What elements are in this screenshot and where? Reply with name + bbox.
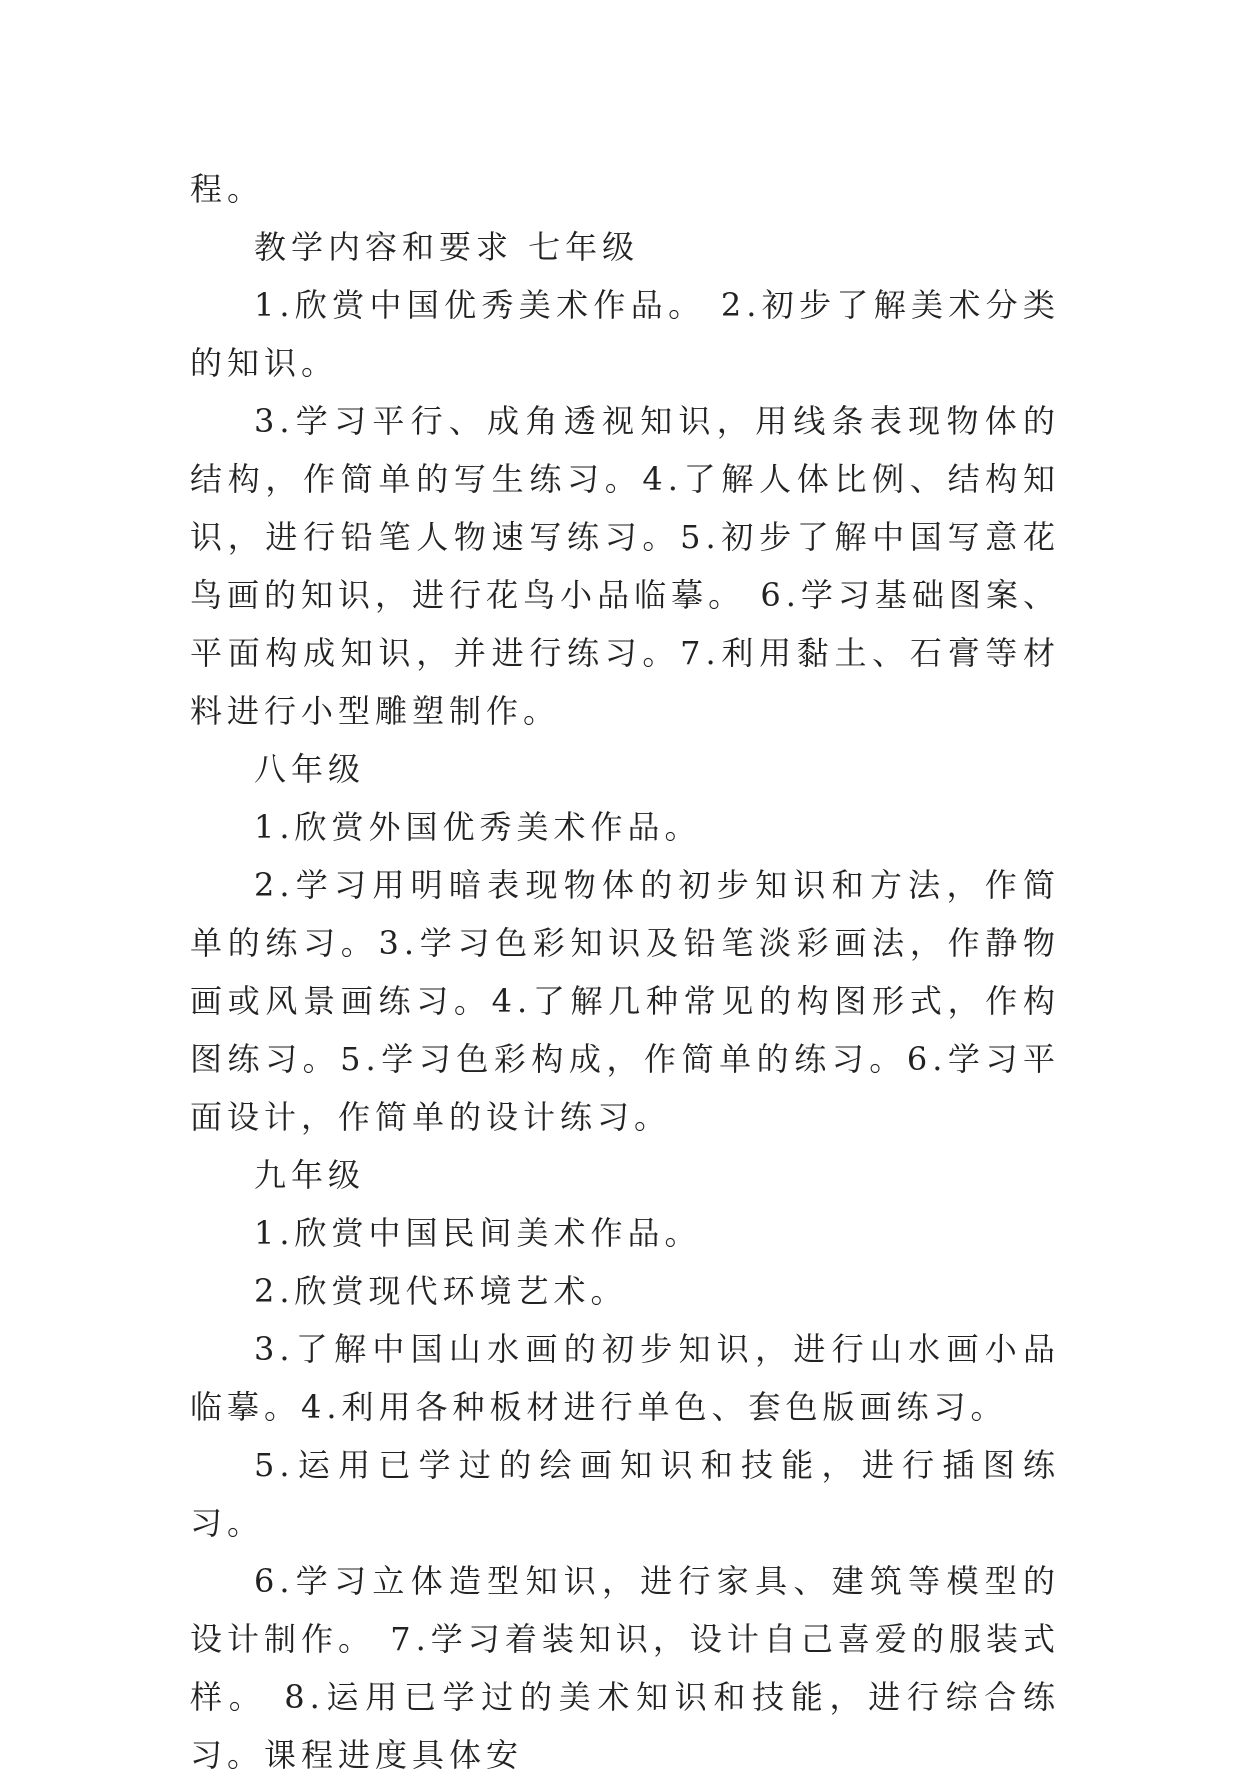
paragraph-heading-grade-8: 八年级 [254,750,366,788]
paragraph-heading-grade-7: 教学内容和要求 七年级 [254,228,640,266]
paragraph-continuation: 程。 [190,170,265,208]
paragraph-grade-7-items: 3.学习平行、成角透视知识，用线条表现物体的结构，作简单的写生练习。4.了解人体比例、结构知识，进行铅笔人物速写练习。5.初步了解中国写意花鸟画的知识，进行花鸟小品临摹。 6.学习基础图案、平面构成知识，并进行练习。7.利用黏土、石膏等材料进行小型雕塑制作。 [190,402,1060,730]
paragraph-grade-9-item-5: 5.运用已学过的绘画知识和技能，进行插图练习。 [190,1446,1060,1542]
paragraph-grade-9-item-2: 2.欣赏现代环境艺术。 [254,1272,628,1310]
paragraph-grade-8-items: 2.学习用明暗表现物体的初步知识和方法，作简单的练习。3.学习色彩知识及铅笔淡彩画法，作静物画或风景画练习。4.了解几种常见的构图形式，作构图练习。5.学习色彩构成，作简单的练习。6.学习平面设计，作简单的设计练习。 [190,866,1060,1136]
paragraph-grade-9-item-1: 1.欣赏中国民间美术作品。 [254,1214,702,1252]
document-body [190,160,1060,1784]
paragraph-grade-9-items-6-8: 6.学习立体造型知识，进行家具、建筑等模型的设计制作。 7.学习着装知识，设计自己喜爱的服装式样。 8.运用已学过的美术知识和技能，进行综合练习。课程进度具体安 [190,1562,1060,1774]
paragraph-grade-8-item-1: 1.欣赏外国优秀美术作品。 [254,808,702,846]
paragraph-heading-grade-9: 九年级 [254,1156,366,1194]
paragraph-grade-7-item-1: 1.欣赏中国优秀美术作品。 2.初步了解美术分类的知识。 [190,286,1060,382]
paragraph-grade-9-items-3-4: 3.了解中国山水画的初步知识，进行山水画小品临摹。4.利用各种板材进行单色、套色版画练习。 [190,1330,1060,1426]
